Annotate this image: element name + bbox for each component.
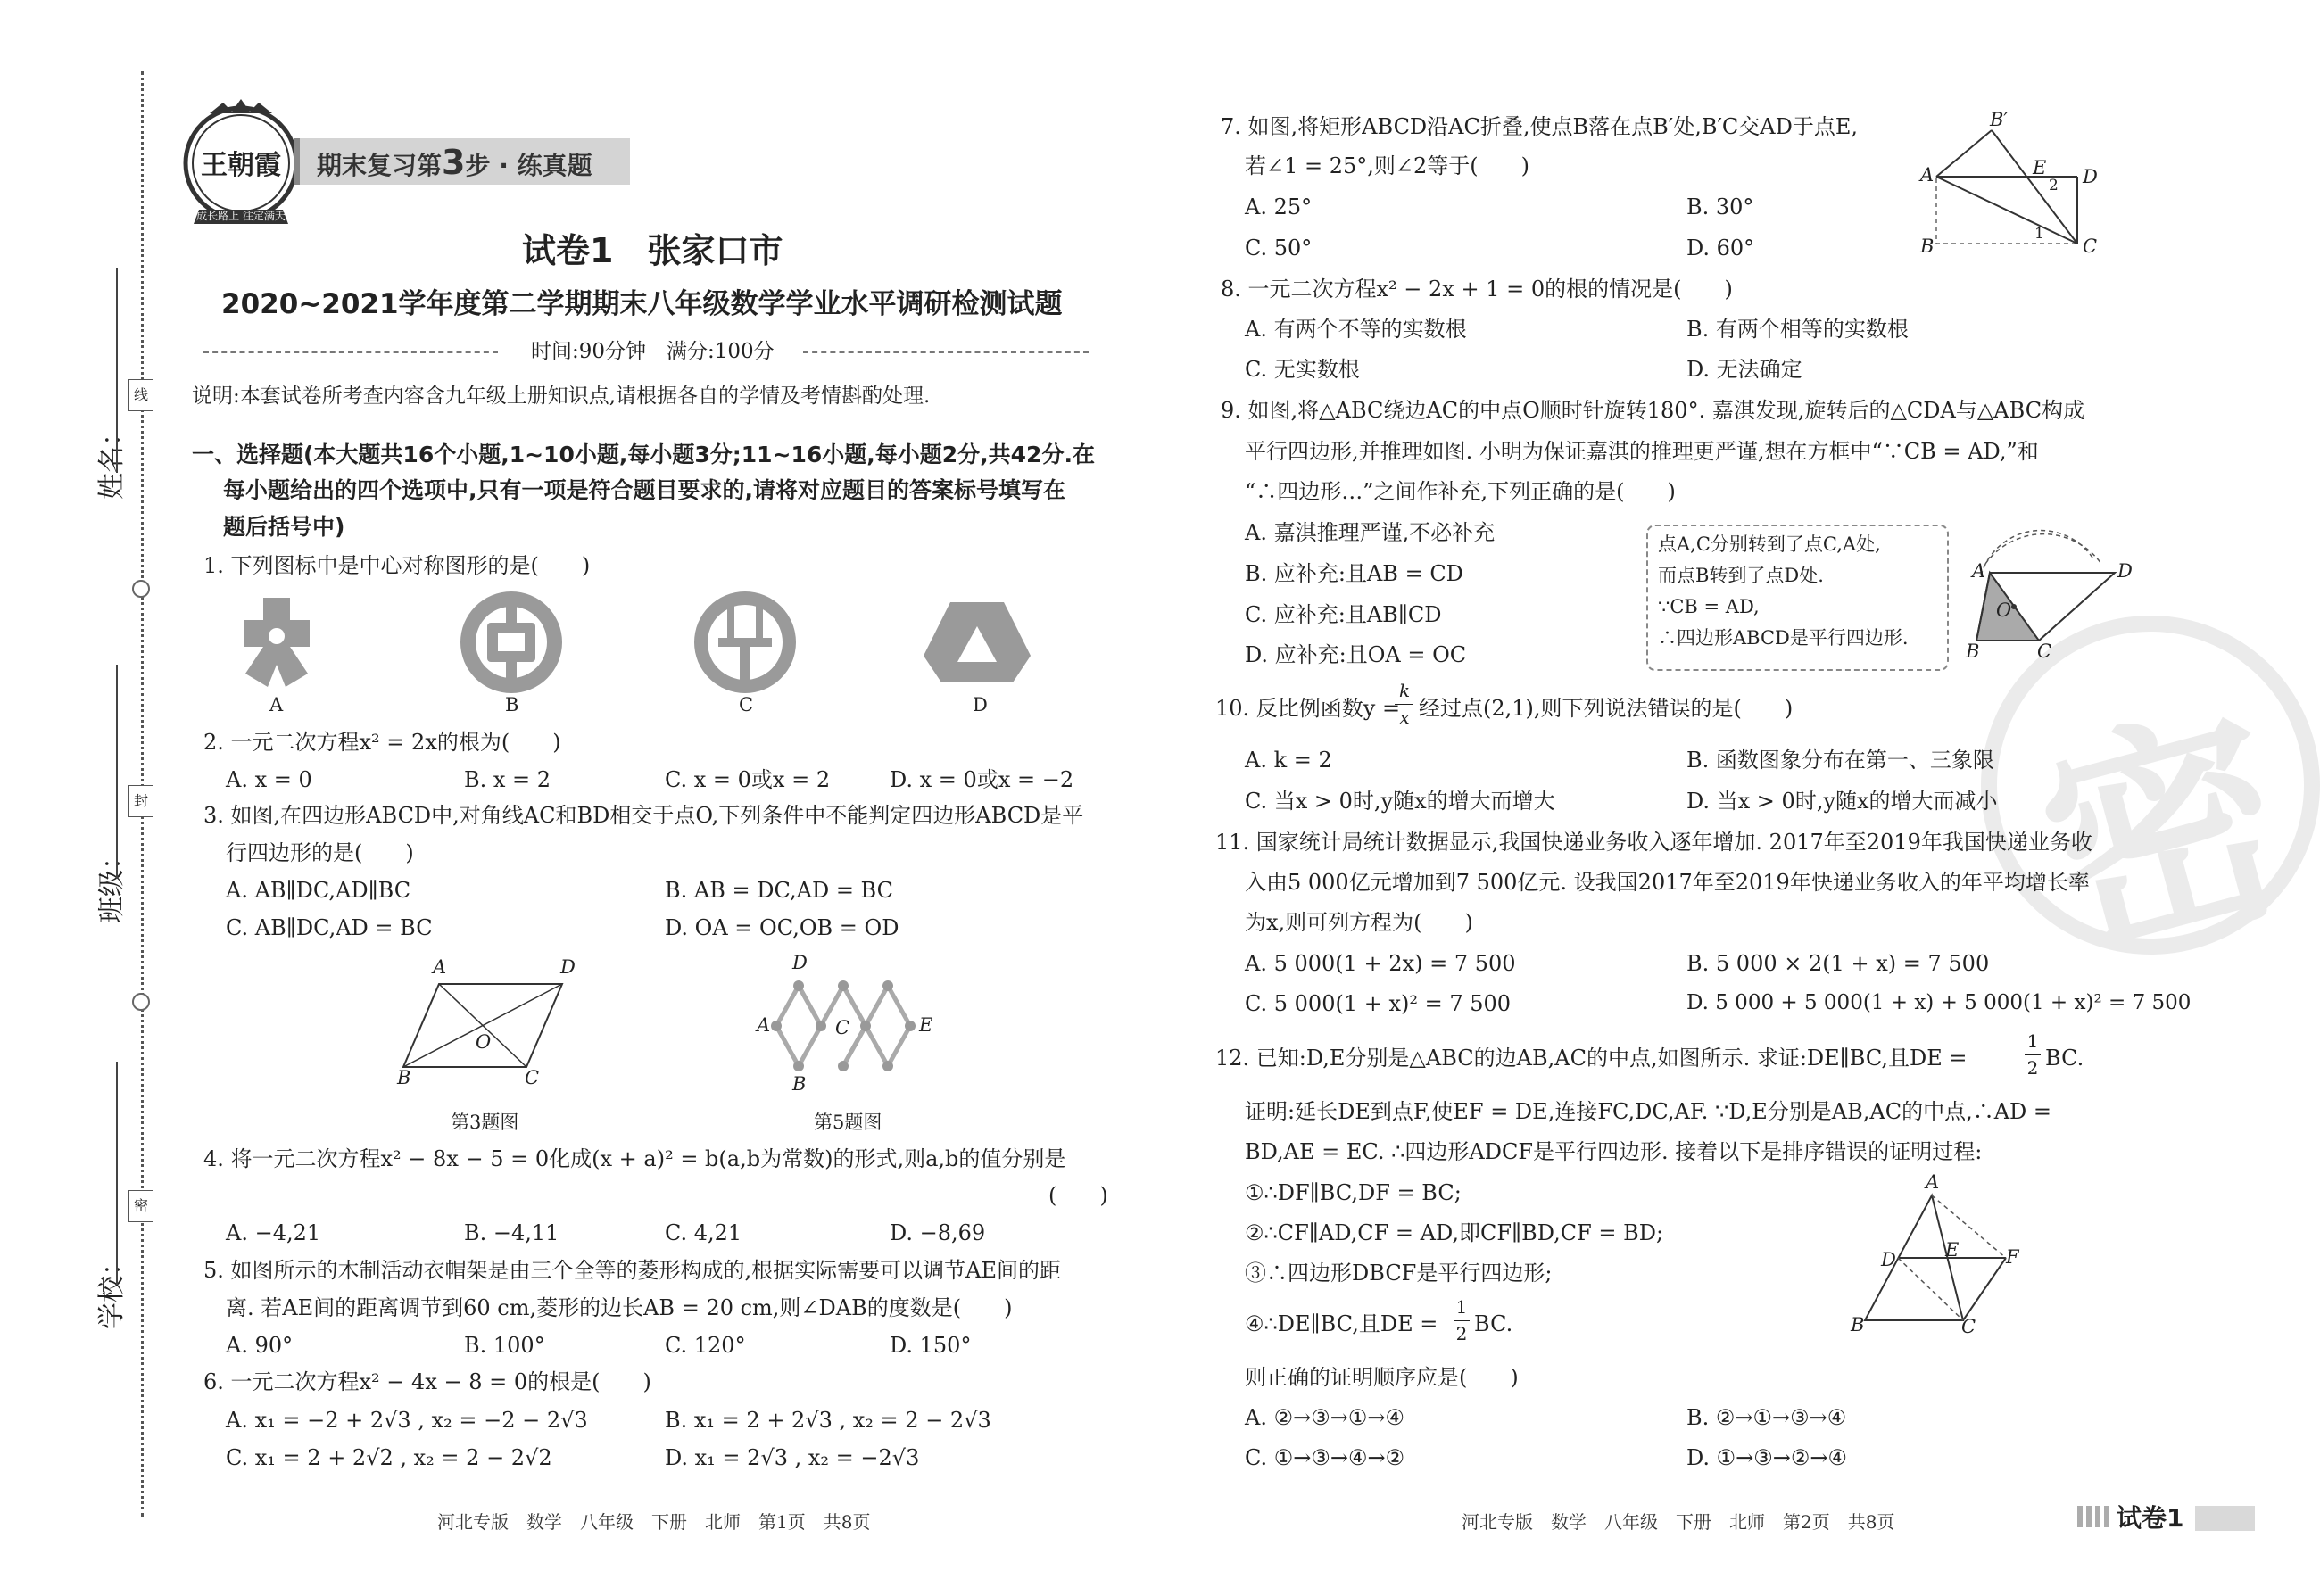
q12-frac-den: 2: [2026, 1057, 2039, 1079]
q2-option-c[interactable]: C. x = 0或x = 2: [665, 767, 831, 792]
corner-dots-icon: [2077, 1506, 2113, 1527]
q9-fig-label-b: B: [1966, 641, 1980, 662]
q6-option-c[interactable]: C. x₁ = 2 + 2√2 , x₂ = 2 − 2√2: [226, 1445, 552, 1470]
binding-hole-1: [132, 580, 150, 598]
q9-line3: “∴四边形…”之间作补充,下列正确的是( ): [1245, 479, 1676, 504]
name-blank-line[interactable]: [116, 268, 118, 473]
q12-proof-line1: 证明:延长DE到点F,使EF = DE,连接FC,DC,AF. ∵D,E分别是AB,AC的中点,∴AD =: [1245, 1099, 2052, 1124]
q1-icon-b[interactable]: [458, 589, 565, 696]
fig5-label-d: D: [792, 952, 808, 973]
q5-option-d[interactable]: D. 150°: [890, 1333, 972, 1358]
q9-line1: 9. 如图,将△ABC绕边AC的中点O顺时针旋转180°. 嘉淇发现,旋转后的△CDA与△ABC构成: [1221, 398, 2085, 423]
q12-step4-post: BC.: [1474, 1311, 1513, 1336]
fig3-label-d: D: [560, 956, 576, 978]
brand-logo-motto: 成长路上 注定满天: [196, 210, 286, 222]
q11-line1: 11. 国家统计局统计数据显示,我国快递业务收入逐年增加. 2017年至2019年我国快递业务收: [1215, 830, 2092, 855]
q7-option-c[interactable]: C. 50°: [1245, 236, 1313, 260]
q3-option-d[interactable]: D. OA = OC,OB = OD: [665, 915, 899, 940]
fig5-label-b: B: [792, 1073, 807, 1095]
q12-fig-label-b: B: [1851, 1314, 1865, 1336]
fig3-label-o: O: [476, 1031, 492, 1053]
q4-option-a[interactable]: A. −4,21: [226, 1220, 321, 1245]
q6-option-a[interactable]: A. x₁ = −2 + 2√3 , x₂ = −2 − 2√3: [226, 1408, 588, 1433]
q5-line2: 离. 若AE间的距离调节到60 cm,菱形的边长AB = 20 cm,则∠DAB的度数是( ): [226, 1295, 1013, 1320]
q2-option-b[interactable]: B. x = 2: [464, 767, 551, 792]
q4-option-c[interactable]: C. 4,21: [665, 1220, 742, 1245]
fig3-caption: 第3题图: [451, 1112, 519, 1133]
q5-figure: [750, 950, 955, 1097]
q8-option-a[interactable]: A. 有两个不等的实数根: [1245, 317, 1467, 342]
q12-fig-label-c: C: [1961, 1316, 1976, 1337]
q12-fig-label-a: A: [1926, 1171, 1940, 1193]
step-banner-num: 3: [442, 143, 466, 182]
fig5-label-a: A: [757, 1014, 771, 1036]
q12-ask: 则正确的证明顺序应是( ): [1245, 1365, 1519, 1390]
q12-frac-bar: [2025, 1054, 2041, 1055]
q12-proof-line2: BD,AE = EC. ∴四边形ADCF是平行四边形. 接着以下是排序错误的证明过程:: [1245, 1139, 1983, 1164]
q10-fraction-den: x: [1399, 707, 1410, 728]
q1-icon-a[interactable]: [223, 593, 330, 691]
q1-stem: 1. 下列图标中是中心对称图形的是( ): [203, 553, 591, 578]
q7-fig-label-c: C: [2083, 236, 2098, 257]
q9-fig-label-c: C: [2037, 641, 2052, 662]
footer-left: 河北专版 数学 八年级 下册 北师 第1页 共8页: [437, 1511, 871, 1533]
step-banner-pre: 期末复习第: [317, 151, 443, 180]
q7-fig-label-bp: B′: [1990, 109, 2009, 130]
q10-option-d[interactable]: D. 当x > 0时,y随x的增大而减小: [1686, 789, 1998, 814]
time-rule-left: [203, 351, 498, 353]
q3-option-c[interactable]: C. AB∥DC,AD = BC: [226, 915, 433, 940]
name-label: 姓名：: [96, 419, 128, 500]
q7-figure: [1918, 109, 2098, 257]
section1-line1: 一、选择题(本大题共16个小题,1~10小题,每小题3分;11~16小题,每小题2分,共42分.在: [192, 442, 1095, 467]
q7-fig-label-d: D: [2083, 166, 2098, 187]
q9-option-c[interactable]: C. 应补充:且AB∥CD: [1245, 602, 1442, 627]
q4-option-b[interactable]: B. −4,11: [464, 1220, 559, 1245]
q2-option-a[interactable]: A. x = 0: [226, 767, 312, 792]
q8-option-d[interactable]: D. 无法确定: [1686, 357, 1802, 382]
q9-figure: [1959, 526, 2133, 662]
q4-line1: 4. 将一元二次方程x² − 8x − 5 = 0化成(x + a)² = b(a,b为常数)的形式,则a,b的值分别是: [203, 1146, 1066, 1171]
q7-option-b[interactable]: B. 30°: [1686, 194, 1754, 219]
fig5-label-c: C: [835, 1017, 850, 1038]
school-label: 学校：: [96, 1249, 128, 1329]
confidential-stamp-char: 密: [2018, 676, 2312, 997]
q8-option-c[interactable]: C. 无实数根: [1245, 357, 1360, 382]
q7-fig-label-2: 2: [2049, 177, 2059, 194]
q12-option-d[interactable]: D. ①→③→②→④: [1686, 1445, 1848, 1470]
paper-title: 试卷1 张家口市: [522, 231, 783, 270]
q12-step4-pre: ④∴DE∥BC,且DE =: [1245, 1311, 1438, 1336]
q12-fig-label-e: E: [1945, 1239, 1960, 1261]
q4-option-d[interactable]: D. −8,69: [890, 1220, 986, 1245]
q9-line2: 平行四边形,并推理如图. 小明为保证嘉淇的推理更严谨,想在方框中“∵CB = AD,”和: [1245, 439, 2039, 464]
q12-fig-label-f: F: [2006, 1246, 2019, 1268]
paper-subtitle: 2020~2021学年度第二学期期末八年级数学学业水平调研检测试题: [221, 288, 1063, 320]
q12-figure: [1847, 1171, 2019, 1343]
step-banner-text: [317, 143, 592, 182]
class-label: 班级：: [96, 843, 128, 923]
q10-fraction-bar: [1395, 704, 1413, 705]
exam-time-score: 时间:90分钟 满分:100分: [531, 340, 775, 363]
q2-option-d[interactable]: D. x = 0或x = −2: [890, 767, 1074, 792]
q7-fig-label-b: B: [1920, 236, 1935, 257]
q1-label-c: C: [739, 694, 754, 715]
q1-icon-c[interactable]: [692, 589, 799, 696]
fig5-caption: 第5题图: [814, 1112, 882, 1133]
q9-fig-label-a: A: [1972, 560, 1986, 582]
q3-line2: 行四边形的是( ): [226, 840, 414, 865]
q1-icon-d[interactable]: [924, 598, 1031, 687]
q8-option-b[interactable]: B. 有两个相等的实数根: [1686, 317, 1909, 342]
q12-step1: ①∴DF∥BC,DF = BC;: [1245, 1180, 1462, 1205]
q7-fig-label-e: E: [2033, 157, 2047, 178]
q7-fig-label-1: 1: [2034, 225, 2044, 243]
fig3-label-a: A: [433, 956, 447, 978]
q4-paren: ( ): [1048, 1183, 1108, 1208]
q9-box-line3: ∵CB = AD,: [1658, 596, 1760, 617]
q9-fig-label-d: D: [2117, 560, 2133, 582]
q9-option-d[interactable]: D. 应补充:且OA = OC: [1245, 642, 1467, 667]
section1-line3: 题后括号中): [223, 514, 345, 540]
q7-line1: 7. 如图,将矩形ABCD沿AC折叠,使点B落在点B′处,B′C交AD于点E,: [1221, 114, 1859, 139]
fig3-label-c: C: [525, 1067, 540, 1088]
q1-label-b: B: [505, 694, 519, 715]
binding-mark-feng: 封: [128, 785, 153, 817]
q12-step4-frac-bar: [1454, 1320, 1470, 1321]
q10-option-c[interactable]: C. 当x > 0时,y随x的增大而增大: [1245, 789, 1555, 814]
q5-option-b[interactable]: B. 100°: [464, 1333, 545, 1358]
q12-step3: ③∴四边形DBCF是平行四边形;: [1245, 1261, 1553, 1286]
q6-option-d[interactable]: D. x₁ = 2√3 , x₂ = −2√3: [665, 1445, 920, 1470]
q7-option-a[interactable]: A. 25°: [1245, 194, 1313, 219]
q12-option-b[interactable]: B. ②→①→③→④: [1686, 1405, 1847, 1430]
q3-option-b[interactable]: B. AB = DC,AD = BC: [665, 878, 893, 903]
q7-line2: 若∠1 = 25°,则∠2等于( ): [1245, 153, 1530, 178]
fig3-label-b: B: [397, 1067, 411, 1088]
fig5-label-e: E: [919, 1014, 933, 1036]
q9-option-b[interactable]: B. 应补充:且AB = CD: [1245, 561, 1463, 586]
q12-step2: ②∴CF∥AD,CF = AD,即CF∥BD,CF = BD;: [1245, 1220, 1664, 1245]
q2-stem: 2. 一元二次方程x² = 2x的根为( ): [203, 730, 561, 755]
q11-option-b[interactable]: B. 5 000 × 2(1 + x) = 7 500: [1686, 951, 1990, 976]
q5-option-a[interactable]: A. 90°: [226, 1333, 294, 1358]
q5-option-c[interactable]: C. 120°: [665, 1333, 746, 1358]
q12-option-a[interactable]: A. ②→③→①→④: [1245, 1405, 1404, 1430]
q11-line2: 入由5 000亿元增加到7 500亿元. 设我国2017年至2019年快递业务收入的年平均增长率: [1245, 870, 2090, 895]
q12-step4-frac-den: 2: [1455, 1323, 1468, 1344]
q3-option-a[interactable]: A. AB∥DC,AD∥BC: [226, 878, 411, 903]
q11-line3: 为x,则可列方程为( ): [1245, 910, 1473, 935]
q7-option-d[interactable]: D. 60°: [1686, 236, 1755, 260]
q12-option-c[interactable]: C. ①→③→④→②: [1245, 1445, 1405, 1470]
q6-option-b[interactable]: B. x₁ = 2 + 2√3 , x₂ = 2 − 2√3: [665, 1408, 991, 1433]
q10-post: 经过点(2,1),则下列说法错误的是( ): [1419, 696, 1794, 721]
q10-pre: 10. 反比例函数y =: [1215, 696, 1401, 721]
class-blank-line[interactable]: [116, 665, 118, 879]
q9-box-line1: 点A,C分别转到了点C,A处,: [1658, 533, 1881, 555]
q11-option-c[interactable]: C. 5 000(1 + x)² = 7 500: [1245, 991, 1512, 1016]
q12-post: BC.: [2045, 1046, 2084, 1071]
q12-fig-label-d: D: [1881, 1249, 1896, 1270]
exam-note: 说明:本套试卷所考查内容含九年级上册知识点,请根据各自的学情及考情斟酌处理.: [192, 385, 931, 408]
binding-mark-mi: 密: [128, 1190, 153, 1222]
corner-paper-label: 试卷1: [2117, 1503, 2184, 1533]
school-blank-line[interactable]: [116, 1062, 118, 1285]
q9-box-line4: ∴四边形ABCD是平行四边形.: [1658, 627, 1909, 649]
q10-fraction-num: k: [1398, 680, 1411, 701]
q10-option-a[interactable]: A. k = 2: [1245, 748, 1332, 773]
q7-fig-label-a: A: [1920, 164, 1935, 186]
q1-label-d: D: [973, 694, 988, 715]
q8-stem: 8. 一元二次方程x² − 2x + 1 = 0的根的情况是( ): [1221, 277, 1733, 302]
brand-logo-name: 王朝霞: [201, 150, 281, 181]
brand-logo: [174, 94, 308, 227]
q10-option-b[interactable]: B. 函数图象分布在第一、三象限: [1686, 748, 1994, 773]
q9-box-line2: 而点B转到了点D处.: [1658, 565, 1824, 586]
footer-right: 河北专版 数学 八年级 下册 北师 第2页 共8页: [1462, 1511, 1895, 1533]
q12-pre: 12. 已知:D,E分别是△ABC的边AB,AC的中点,如图所示. 求证:DE∥BC,且DE =: [1215, 1046, 1968, 1071]
step-banner-post: 步 · 练真题: [465, 151, 592, 180]
time-rule-right: [803, 351, 1089, 353]
q12-step4-frac-num: 1: [1455, 1296, 1468, 1318]
binding-mark-xing: 线: [128, 379, 153, 411]
q11-option-d[interactable]: D. 5 000 + 5 000(1 + x) + 5 000(1 + x)² = 7 500: [1686, 991, 2192, 1014]
q9-fig-label-o: O: [1996, 600, 2012, 621]
section1-line2: 每小题给出的四个选项中,只有一项是符合题目要求的,请将对应题目的答案标号填写在: [223, 477, 1065, 503]
q12-frac-num: 1: [2026, 1030, 2039, 1052]
q1-label-a: A: [269, 694, 284, 715]
q5-line1: 5. 如图所示的木制活动衣帽架是由三个全等的菱形构成的,根据实际需要可以调节AE间的距: [203, 1258, 1062, 1283]
binding-hole-2: [132, 993, 150, 1011]
q3-line1: 3. 如图,在四边形ABCD中,对角线AC和BD相交于点O,下列条件中不能判定四边形ABCD是平: [203, 803, 1084, 828]
q11-option-a[interactable]: A. 5 000(1 + 2x) = 7 500: [1245, 951, 1516, 976]
corner-grey-bar: [2195, 1506, 2255, 1531]
q3-figure: [384, 956, 580, 1096]
q9-option-a[interactable]: A. 嘉淇推理严谨,不必补充: [1245, 520, 1496, 545]
q6-stem: 6. 一元二次方程x² − 4x − 8 = 0的根是( ): [203, 1369, 651, 1394]
